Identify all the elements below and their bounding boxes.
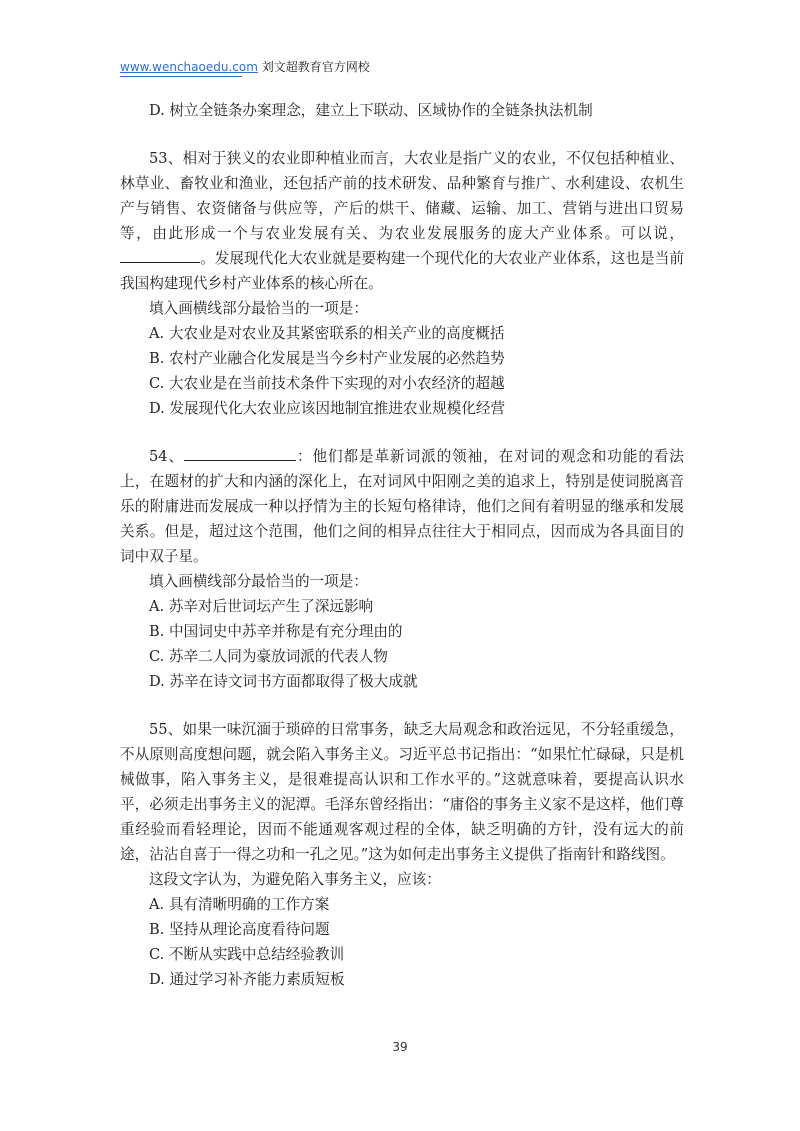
q53-stem <box>120 146 684 296</box>
q54-number: 54、 <box>149 448 185 465</box>
page-header <box>120 58 370 75</box>
spacer <box>120 421 684 444</box>
spacer <box>120 694 684 717</box>
q54-stem-after: ：他们都是革新词派的领袖，在对词的观念和功能的看法上，在题材的扩大和内涵的深化上，在对词风中阳刚之美的追求上，特别是使词脱离音乐的附庸进而发展成一种以抒情为主的长短句格律诗，他们之间有着明显的继承和发展关系。但是，超过这个范围，他们之间的相异点往往大于相同点，因而成为各具面目的词中双子星。 <box>120 448 684 565</box>
q53-stem-before: 53、相对于狭义的农业即种植业而言，大农业是指广义的农业，不仅包括种植业、林草业、畜牧业和渔业，还包括产前的技术研发、品种繁育与推广、水利建设、农机生产与销售、农资储备与供应等，产后的烘干、储藏、运输、加工、营销与进出口贸易等，由此形成一个与农业发展有关、为农业发展服务的庞大产业体系。可以说， <box>120 150 684 242</box>
q54-option-a: A. 苏辛对后世词坛产生了深远影响 <box>149 598 374 615</box>
q54-option-d: D. 苏辛在诗文词书方面都取得了极大成就 <box>149 673 418 690</box>
q55-stem: 55、如果一味沉湎于琐碎的日常事务，缺乏大局观念和政治远见，不分轻重缓急，不从原则高度想问题，就会陷入事务主义。习近平总书记指出：“如果忙忙碌碌，只是机械做事，陷入事务主义，是很难提高认识和工作水平的。”这就意味着，要提高认识水平，必须走出事务主义的泥潭。毛泽东曾经指出：“庸俗的事务主义家不是这样，他们尊重经验而看轻理论，因而不能通观客观过程的全体，缺乏明确的方针，没有远大的前途，沾沾自喜于一得之功和一孔之见。”这为如何走出事务主义提供了指南针和路线图。 <box>120 721 684 863</box>
question-55 <box>120 717 684 992</box>
document-body <box>120 98 684 992</box>
page-number: 39 <box>392 1040 408 1054</box>
q55-option-b: B. 坚持从理论高度看待问题 <box>149 921 330 938</box>
spacer <box>120 123 684 146</box>
question-53 <box>120 146 684 421</box>
header-underline <box>120 76 242 77</box>
q54-prompt: 填入画横线部分最恰当的一项是： <box>149 573 368 590</box>
q53-option-d: D. 发展现代化大农业应该因地制宜推进农业规模化经营 <box>149 400 506 417</box>
q52-option-d: D. 树立全链条办案理念，建立上下联动、区域协作的全链条执法机制 <box>149 102 593 119</box>
q54-stem <box>120 444 684 569</box>
q53-prompt: 填入画横线部分最恰当的一项是： <box>149 300 368 317</box>
q53-stem-after: 。发展现代化大农业就是要构建一个现代化的大农业产业体系，这也是当前我国构建现代乡村产业体系的核心所在。 <box>120 250 684 292</box>
q54-option-c: C. 苏辛二人同为豪放词派的代表人物 <box>149 648 388 665</box>
q53-option-c: C. 大农业是在当前技术条件下实现的对小农经济的超越 <box>149 375 505 392</box>
q53-blank <box>120 248 200 263</box>
question-54 <box>120 444 684 694</box>
q55-option-d: D. 通过学习补齐能力素质短板 <box>149 971 345 988</box>
header-org-name: 刘文超教育官方网校 <box>261 60 370 74</box>
q54-option-b: B. 中国词史中苏辛并称是有充分理由的 <box>149 623 403 640</box>
q55-option-a: A. 具有清晰明确的工作方案 <box>149 896 330 913</box>
q53-option-b: B. 农村产业融合化发展是当今乡村产业发展的必然趋势 <box>149 350 505 367</box>
q53-option-a: A. 大农业是对农业及其紧密联系的相关产业的高度概括 <box>149 325 505 342</box>
header-url-link[interactable]: www.wenchaoedu.com <box>120 60 258 74</box>
q55-option-c: C. 不断从实践中总结经验教训 <box>149 946 345 963</box>
q54-blank <box>184 446 296 461</box>
q55-prompt: 这段文字认为，为避免陷入事务主义，应该： <box>149 871 441 888</box>
